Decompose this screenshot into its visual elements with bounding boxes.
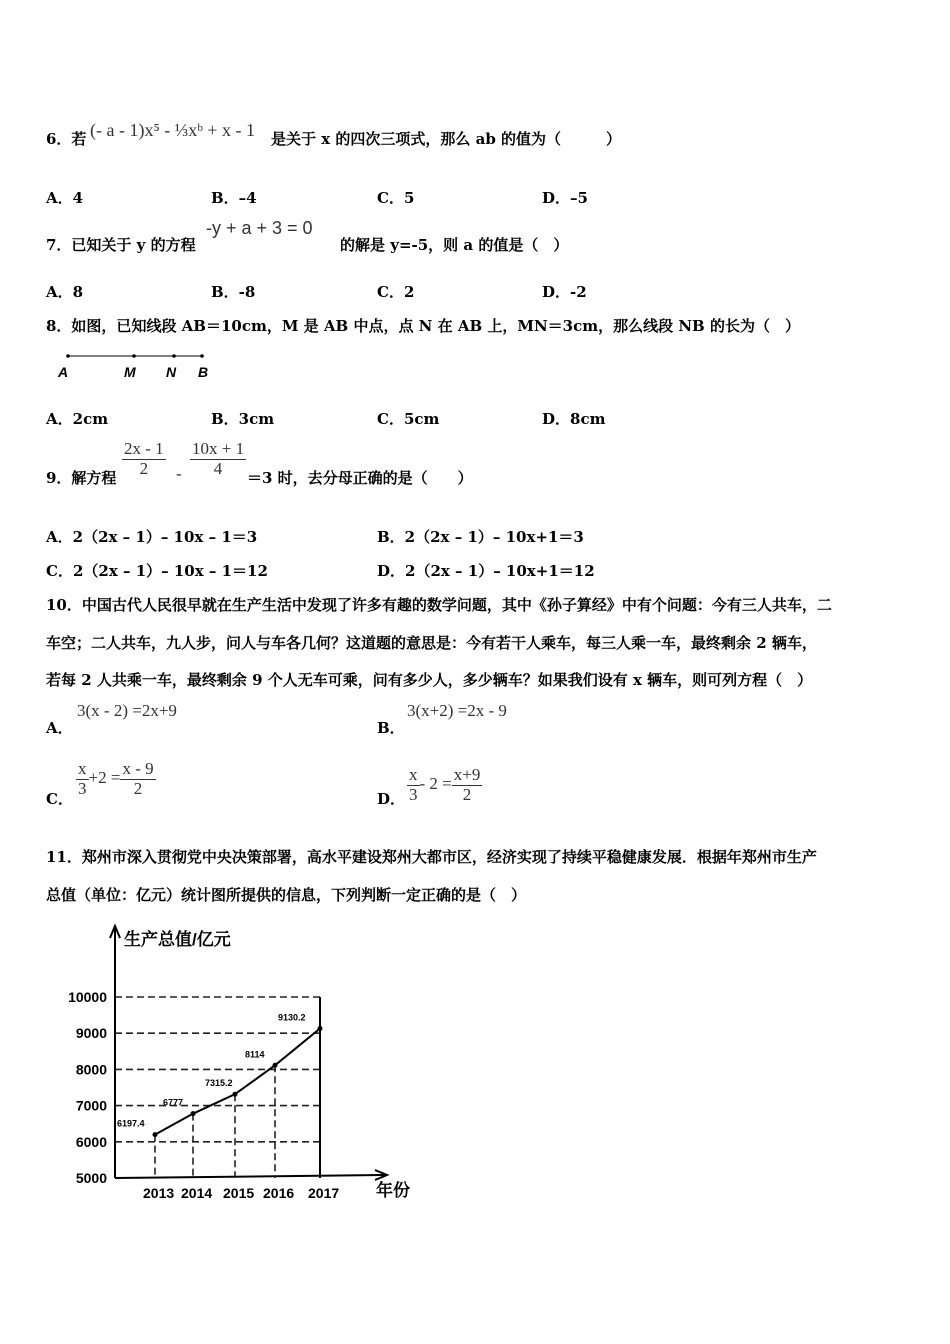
x-tick-label: 2017 (308, 1185, 340, 1201)
x-tick-label: 2016 (263, 1185, 295, 1201)
q10-option-b-label: B． (377, 719, 405, 737)
x-tick-label: 2014 (181, 1185, 213, 1201)
y-tick-label: 6000 (75, 1133, 107, 1150)
data-point (273, 1063, 278, 1068)
q10-option-a-label: A． (46, 719, 73, 737)
q11-line-1: 11．郑州市深入贯彻党中央决策部署，高水平建设郑州大都市区，经济实现了持续平稳健康发展．根据年郑州市生产 (46, 848, 817, 866)
point-n (172, 354, 176, 358)
series-line (155, 1028, 320, 1134)
q7-text: 的解是 y=-5，则 a 的值是（ ） (340, 236, 569, 254)
q10-option-c-formula: $\frac{x}{3}$ +2 = $\frac{x - 9}{2}$ (78, 759, 154, 798)
y-axis-label: 生产总值/亿元 (124, 930, 231, 949)
q10-option-a-formula: 3(x - 2) =2x+9 (77, 701, 177, 720)
q10-option-d-formula: $\frac{x}{3}$ - 2 = $\frac{x+9}{2}$ (409, 765, 481, 804)
q7-option-a: A．8 (46, 283, 84, 301)
data-label: 8114 (245, 1049, 265, 1060)
q6-option-d: D．–5 (542, 189, 588, 207)
label-m: M (124, 364, 136, 380)
data-point (233, 1092, 238, 1097)
label-b: B (198, 364, 209, 380)
point-b (200, 354, 204, 358)
q6-option-c: C．5 (377, 189, 415, 207)
y-tick-label: 8000 (75, 1061, 107, 1078)
q10-option-c-label: C． (46, 790, 73, 808)
data-label: 6777 (163, 1097, 184, 1108)
y-tick-label: 10000 (68, 989, 107, 1005)
q8-text: 8．如图，已知线段 AB＝10cm，M 是 AB 中点，点 N 在 AB 上，MN＝3cm，那么线段 NB 的长为（ ） (46, 317, 800, 335)
q8-option-a: A．2cm (46, 410, 109, 428)
q10-option-b-formula: 3(x+2) =2x - 9 (407, 701, 507, 720)
y-tick-label: 5000 (75, 1170, 107, 1186)
q6-option-b: B．–4 (211, 189, 257, 207)
x-axis (115, 1175, 385, 1178)
data-label: 6197.4 (117, 1118, 145, 1129)
q7-option-b: B．-8 (211, 283, 256, 301)
q6-text: 是关于 x 的四次三项式，那么 ab 的值为（ ） (271, 130, 622, 148)
label-a: A (58, 364, 69, 380)
q9-option-b: B．2（2x – 1）– 10x+1＝3 (377, 528, 584, 546)
data-point (318, 1026, 323, 1031)
q8-option-d: D．8cm (542, 410, 606, 428)
q7-number: 7．已知关于 y 的方程 (46, 236, 196, 254)
q8-option-b: B．3cm (211, 410, 275, 428)
q7-option-c: C．2 (377, 283, 415, 301)
q6-formula: (- a - 1)x⁵ - ⅓xᵇ + x - 1 (90, 120, 255, 140)
label-n: N (166, 364, 177, 380)
q9-fraction-2: $\frac{10x + 1}{4}$ (192, 439, 245, 478)
data-point (191, 1111, 196, 1116)
q9-number: 9．解方程 (46, 469, 117, 487)
q9-text: ＝3 时，去分母正确的是（ ） (247, 469, 473, 487)
q10-line-3: 若每 2 人共乘一车，最终剩余 9 个人无车可乘，问有多少人，多少辆车？如果我们设有 x 辆车，则可列方程（ ） (46, 671, 813, 689)
q7-formula: -y + a + 3 = 0 (206, 218, 313, 238)
x-tick-label: 2015 (223, 1185, 255, 1201)
q6-option-a: A．4 (46, 189, 84, 207)
q9-minus: - (176, 464, 182, 483)
q9-option-a: A．2（2x – 1）– 10x – 1＝3 (46, 528, 258, 546)
data-label: 9130.2 (278, 1012, 306, 1023)
q9-option-d: D．2（2x – 1）– 10x+1＝12 (377, 562, 595, 580)
y-tick-label: 9000 (75, 1025, 107, 1042)
q6-number: 6．若 (46, 130, 87, 148)
q10-line-1: 10．中国古代人民很早就在生产生活中发现了许多有趣的数学问题，其中《孙子算经》中有个问题：今有三人共车，二 (46, 596, 832, 614)
x-axis-label: 年份 (376, 1181, 410, 1200)
point-a (66, 354, 70, 358)
q10-option-d-label: D． (377, 790, 406, 808)
q11-line-2: 总值（单位：亿元）统计图所提供的信息，下列判断一定正确的是（ ） (46, 886, 527, 904)
x-tick-label: 2013 (143, 1185, 175, 1201)
point-m (132, 354, 136, 358)
segment-figure (50, 345, 220, 385)
gdp-line-chart (40, 920, 420, 1210)
q9-fraction-1: $\frac{2x - 1}{2}$ (124, 439, 164, 478)
q8-option-c: C．5cm (377, 410, 440, 428)
q9-option-c: C．2（2x – 1）– 10x – 1＝12 (46, 562, 268, 580)
q10-line-2: 车空；二人共车，九人步，问人与车各几何？这道题的意思是：今有若干人乘车，每三人乘一车，最终剩余 2 辆车， (46, 634, 817, 652)
data-label: 7315.2 (205, 1078, 233, 1089)
y-tick-label: 7000 (75, 1097, 107, 1114)
data-point (153, 1132, 158, 1137)
q7-option-d: D．-2 (542, 283, 587, 301)
